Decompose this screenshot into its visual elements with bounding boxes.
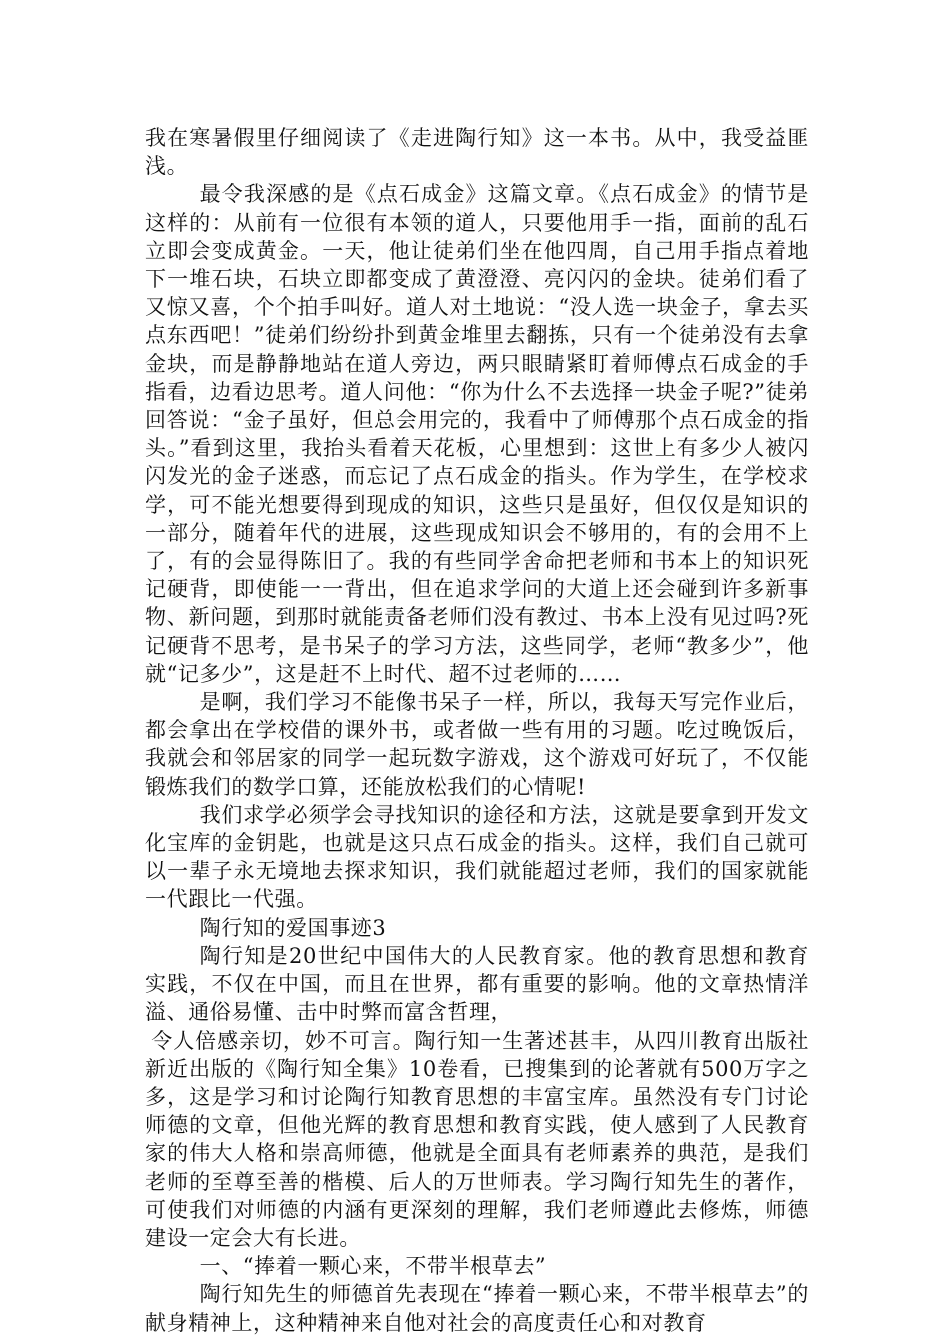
section-title: 陶行知的爱国事迹3	[199, 915, 387, 940]
paragraph-intro: 我在寒暑假里仔细阅读了《走进陶行知》这一本书。从中，我受益匪浅。	[145, 126, 809, 179]
subsection-heading: 一、“捧着一颗心来，不带半根草去”	[199, 1254, 547, 1279]
document-body	[145, 124, 809, 1337]
paragraph-method: 我们求学必须学会寻找知识的途径和方法，这就是要拿到开发文化宝库的金钥匙，也就是这只点石成金的指头。这样，我们自己就可以一辈子永无境地去探求知识，我们就能超过老师，我们的国家就能一代跟比一代强。	[145, 802, 809, 912]
paragraph-story: 最令我深感的是《点石成金》这篇文章。《点石成金》的情节是这样的：从前有一位很有本领的道人，只要他用手一指，面前的乱石立即会变成黄金。一天，他让徒弟们坐在他四周，自己用手指点着地下一堆石块，石块立即都变成了黄澄澄、亮闪闪的金块。徒弟们看了又惊又喜，个个拍手叫好。道人对土地说：“没人选一块金子，拿去买点东西吧！”徒弟们纷纷扑到黄金堆里去翻拣，只有一个徒弟没有去拿金块，而是静静地站在道人旁边，两只眼睛紧盯着师傅点石成金的手指看，边看边思考。道人问他：“你为什么不去选择一块金子呢?”徒弟回答说：“金子虽好，但总会用完的，我看中了师傅那个点石成金的指头。”看到这里，我抬头看着天花板，心里想到：这世上有多少人被闪闪发光的金子迷惑，而忘记了点石成金的指头。作为学生，在学校求学，可不能光想要得到现成的知识，这些只是虽好，但仅仅是知识的一部分，随着年代的进展，这些现成知识会不够用的，有的会用不上了，有的会显得陈旧了。我的有些同学舍命把老师和书本上的知识死记硬背，即使能一一背出，但在追求学问的大道上还会碰到许多新事物、新问题，到那时就能责备老师们没有教过、书本上没有见过吗?死记硬背不思考，是书呆子的学习方法，这些同学，老师“教多少”，他就“记多少”，这是赶不上时代、超不过老师的……	[145, 182, 809, 686]
paragraph-dedication: 陶行知先生的师德首先表现在“捧着一颗心来，不带半根草去”的献身精神上，这种精神来自他对社会的高度责任心和对教育	[145, 1282, 809, 1335]
paragraph-reflection: 是啊，我们学习不能像书呆子一样，所以，我每天写完作业后，都会拿出在学校借的课外书，或者做一些有用的习题。吃过晚饭后，我就会和邻居家的同学一起玩数字游戏，这个游戏可好玩了，不仅能锻炼我们的数学口算，还能放松我们的心情呢!	[145, 690, 809, 799]
paragraph-tao-intro: 陶行知是20世纪中国伟大的人民教育家。他的教育思想和教育实践，不仅在中国，而且在世界，都有重要的影响。他的文章热情洋溢、通俗易懂、击中时弊而富含哲理，	[145, 943, 809, 1025]
paragraph-tao-works: 令人倍感亲切，妙不可言。陶行知一生著述甚丰，从四川教育出版社新近出版的《陶行知全集》10卷看，已搜集到的论著就有500万字之多，这是学习和讨论陶行知教育思想的丰富宝库。虽然没有专门讨论师德的文章，但他光辉的教育思想和教育实践，使人感到了人民教育家的伟大人格和崇高师德，他就是全面具有老师素养的典范，是我们老师的至尊至善的楷模、后人的万世师表。学习陶行知先生的著作，可使我们对师德的内涵有更深刻的理解，我们老师遵此去修炼，师德建设一定会大有长进。	[145, 1028, 809, 1250]
